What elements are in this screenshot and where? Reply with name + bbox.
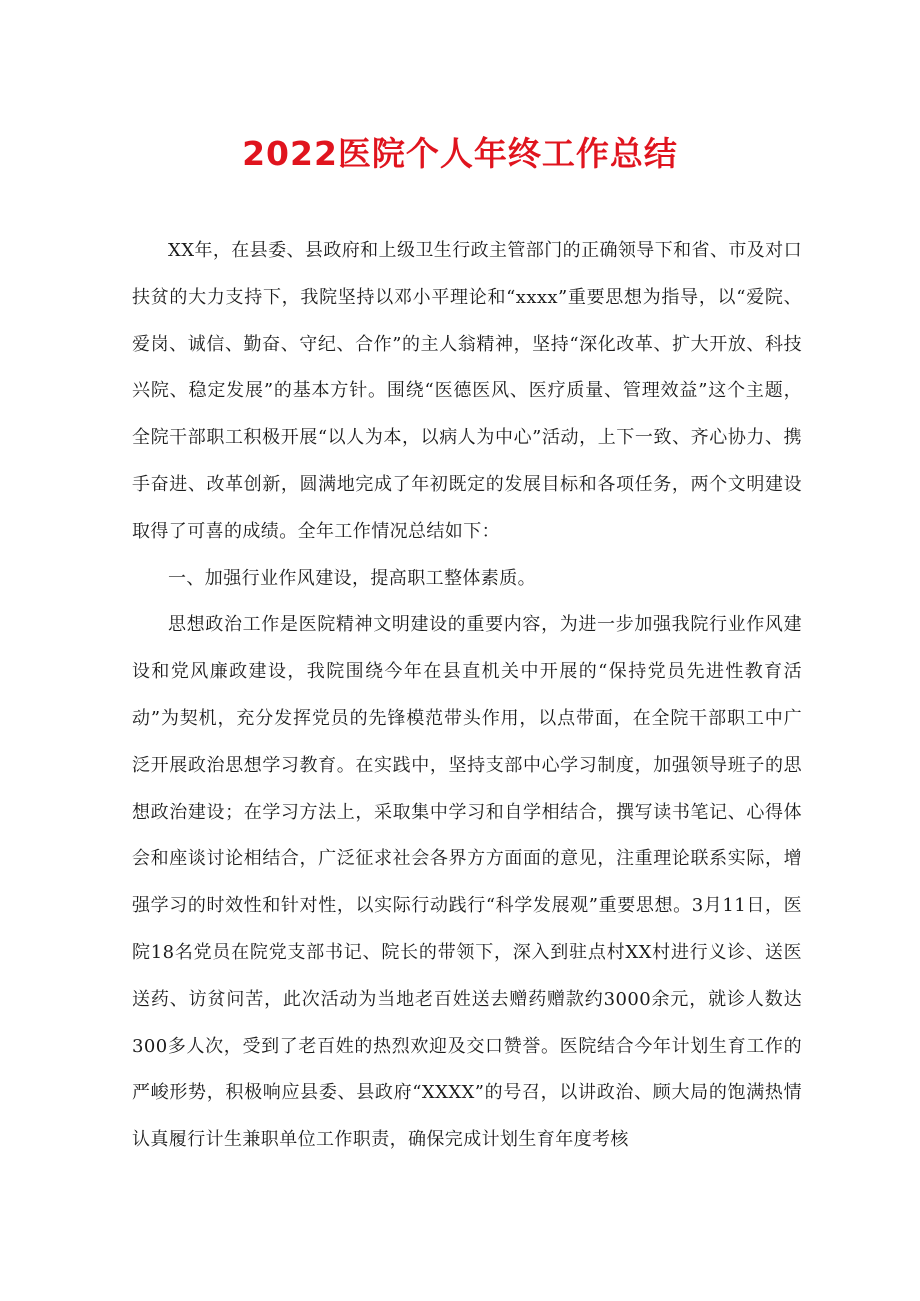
document-title: 2022医院个人年终工作总结 [242,134,678,173]
paragraph-intro: XX年，在县委、县政府和上级卫生行政主管部门的正确领导下和省、市及对口扶贫的大力支持下，我院坚持以邓小平理论和“xxxx”重要思想为指导，以“爱院、爱岗、诚信、勤奋、守纪、合作”的主人翁精神，坚持“深化改革、扩大开放、科技兴院、稳定发展”的基本方针。围绕“医德医风、医疗质量、管理效益”这个主题，全院干部职工积极开展“以人为本，以病人为中心”活动，上下一致、齐心协力、携手奋进、改革创新，圆满地完成了年初既定的发展目标和各项任务，两个文明建设取得了可喜的成绩。全年工作情况总结如下： [132,240,802,542]
section-heading-1: 一、加强行业作风建设，提高职工整体素质。 [168,567,536,589]
paragraph-section-1: 思想政治工作是医院精神文明建设的重要内容，为进一步加强我院行业作风建设和党风廉政建设，我院围绕今年在县直机关中开展的“保持党员先进性教育活动”为契机，充分发挥党员的先锋模范带头作用，以点带面，在全院干部职工中广泛开展政治思想学习教育。在实践中，坚持支部中心学习制度，加强领导班子的思想政治建设；在学习方法上，采取集中学习和自学相结合，撰写读书笔记、心得体会和座谈讨论相结合，广泛征求社会各界方方面面的意见，注重理论联系实际，增强学习的时效性和针对性，以实际行动践行“科学发展观”重要思想。3月11日，医院18名党员在院党支部书记、院长的带领下，深入到驻点村XX村进行义诊、送医送药、访贫问苦，此次活动为当地老百姓送去赠药赠款约3000余元，就诊人数达300多人次，受到了老百姓的热烈欢迎及交口赞誉。医院结合今年计划生育工作的严峻形势，积极响应县委、县政府“XXXX”的号召，以讲政治、顾大局的饱满热情认真履行计生兼职单位工作职责，确保完成计划生育年度考核 [132,614,802,1151]
document-body [132,228,802,1164]
